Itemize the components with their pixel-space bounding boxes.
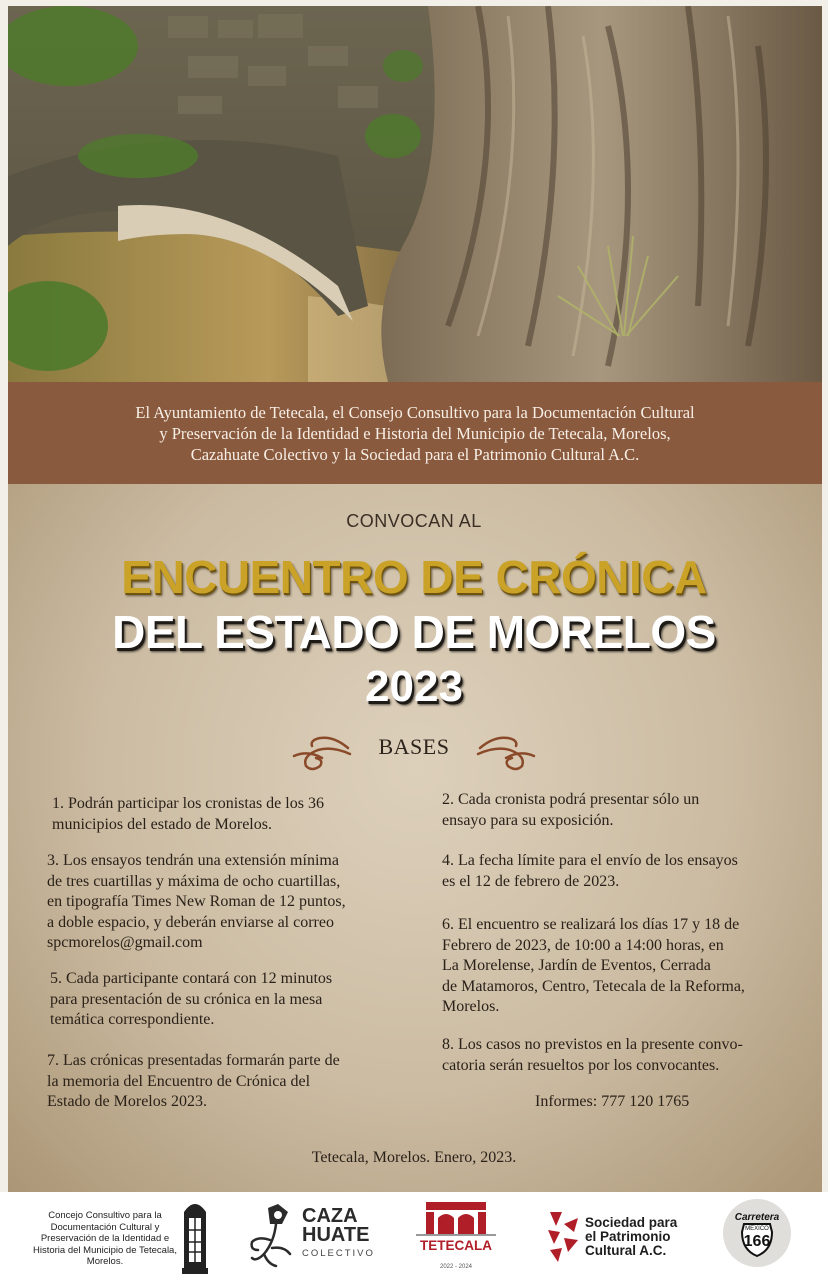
organizers-banner bbox=[8, 382, 822, 484]
carretera-label: Carretera bbox=[734, 1212, 780, 1223]
base-item-1: 1. Podrán participar los cronistas de los 36 municipios del estado de Morelos. bbox=[52, 795, 324, 833]
base-item-5: 5. Cada participante contará con 12 minutos para presentación de su crónica en la mesa temática correspondiente. bbox=[50, 970, 333, 1028]
cazahuate-flower-icon bbox=[246, 1202, 298, 1270]
base-item-4: 4. La fecha límite para el envío de los ensayos es el 12 de febrero de 2023. bbox=[442, 852, 738, 890]
carretera-country: MEXICO bbox=[745, 1226, 769, 1232]
convocan-label: CONVOCAN AL bbox=[346, 511, 482, 531]
bases-heading: BASES bbox=[378, 734, 450, 759]
huate-word: HUATE bbox=[302, 1224, 370, 1246]
colectivo-word: COLECTIVO bbox=[302, 1248, 375, 1259]
place-and-date: Tetecala, Morelos. Enero, 2023. bbox=[311, 1149, 517, 1166]
title-year: 2023 bbox=[365, 662, 463, 711]
base-item-2: 2. Cada cronista podrá presentar sólo un ensayo para su exposición. bbox=[442, 791, 700, 829]
informes-phone: Informes: 777 120 1765 bbox=[535, 1093, 690, 1110]
base-item-6: 6. El encuentro se realizará los días 17 y 18 de Febrero de 2023, de 10:00 a 14:00 horas, en La Morelense, Jardín de Eventos, Cerrada de Matamoros, Centro, Tetecala de la Reforma, Morelos. bbox=[442, 916, 745, 1015]
caza-word: CAZA bbox=[302, 1205, 358, 1227]
colonial-window-icon bbox=[180, 1196, 210, 1276]
base-item-3: 3. Los ensayos tendrán una extensión mínima de tres cuartillas y máxima de ocho cuartillas, en tipografía Times New Roman de 12 puntos, a doble espacio, y deberán enviarse al correo spcmorelos@gmail.com bbox=[47, 852, 346, 951]
tetecala-wordmark: TETECALA bbox=[420, 1238, 492, 1253]
base-item-7: 7. Las crónicas presentadas formarán parte de la memoria del Encuentro de Crónica del Estado de Morelos 2023. bbox=[47, 1052, 340, 1110]
organizers-line-1: El Ayuntamiento de Tetecala, el Consejo Consultivo para la Documentación Cultural bbox=[135, 402, 695, 422]
consejo-logo-text: Concejo Consultivo para la Documentación Cultural y Preservación de la Identidad e Historia del Municipio de Tetecala, Morelos. bbox=[33, 1210, 177, 1267]
tetecala-period: 2022 - 2024 bbox=[439, 1264, 473, 1270]
cazahuate-wordmark bbox=[302, 1207, 369, 1245]
base-item-8: 8. Los casos no previstos en la presente convo- catoria serán resueltos por los convocantes. bbox=[442, 1036, 743, 1074]
hero-photo bbox=[8, 6, 822, 382]
title-line-1: ENCUENTRO DE CRÓNICA bbox=[121, 551, 707, 603]
sociedad-patrimonio-icon bbox=[544, 1210, 582, 1264]
tetecala-arches-icon bbox=[416, 1200, 496, 1236]
sociedad-wordmark: Sociedad para el Patrimonio Cultural A.C. bbox=[585, 1215, 678, 1258]
carretera-number: 166 bbox=[743, 1233, 771, 1250]
organizers-line-2: y Preservación de la Identidad e Historia del Municipio de Tetecala, Morelos, bbox=[159, 423, 671, 443]
title-line-2: DEL ESTADO DE MORELOS bbox=[112, 606, 716, 658]
organizers-line-3: Cazahuate Colectivo y la Sociedad para el Patrimonio Cultural A.C. bbox=[190, 444, 640, 464]
